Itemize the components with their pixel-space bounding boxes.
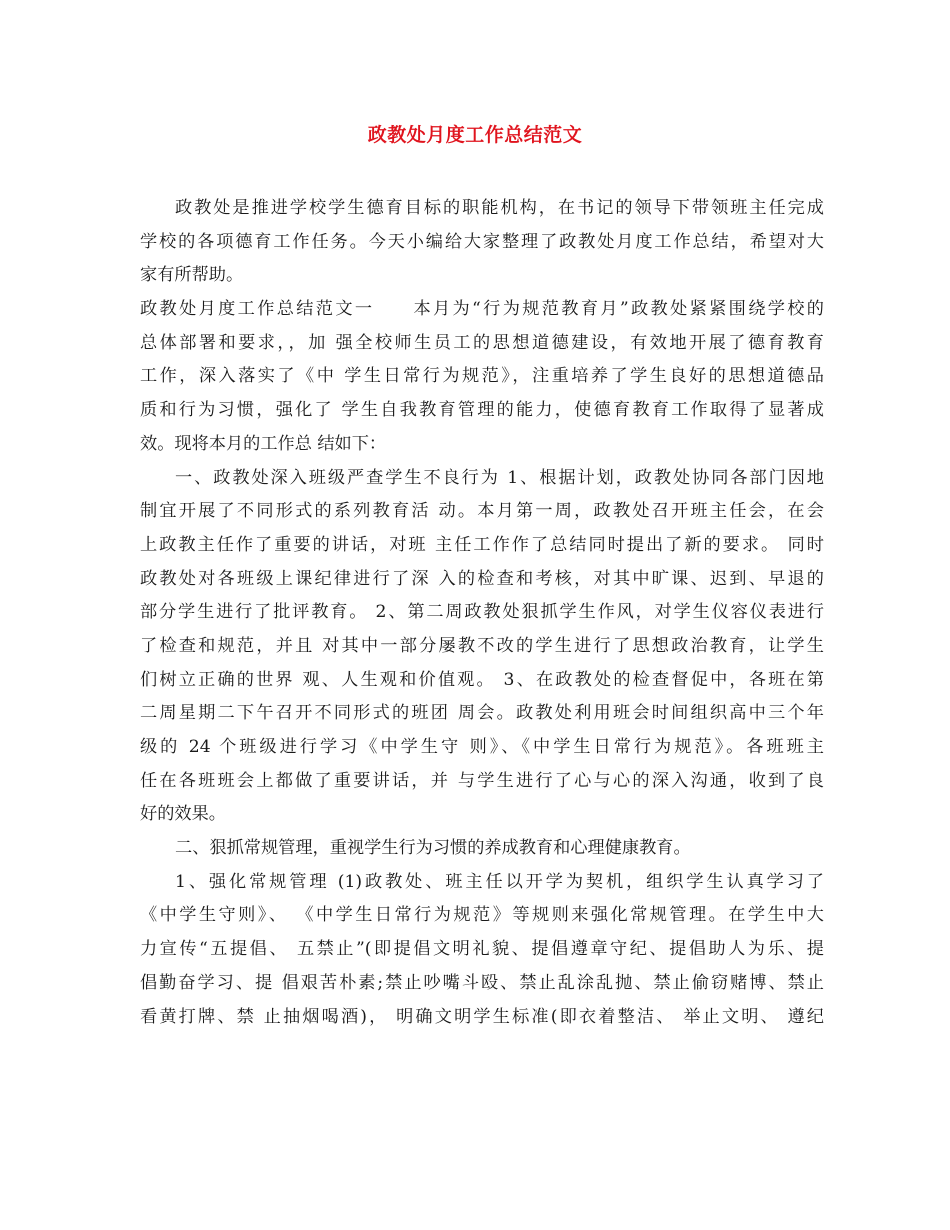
document-title: 政教处月度工作总结范文 <box>367 124 583 146</box>
text-line: 看黄打牌、禁 止抽烟喝酒)， 明确文明学生标准(即衣着整洁、 举止文明、 遵纪 <box>140 1006 824 1027</box>
text-line: 学校的各项德育工作任务。今天小编给大家整理了政教处月度工作总结，希望对大 <box>140 231 824 252</box>
text-line: 上政教主任作了重要的讲话，对班 主任工作作了总结同时提出了新的要求。 同时 <box>140 534 824 555</box>
text-line: 效。现将本月的工作总 结如下： <box>140 433 387 454</box>
text-line: 质和行为习惯，强化了 学生自我教育管理的能力，使德育教育工作取得了显著成 <box>140 400 824 421</box>
text-line: 任在各班班会上都做了重要讲话，并 与学生进行了心与心的深入沟通，收到了良 <box>140 770 824 791</box>
text-line: 工作，深入落实了《中 学生日常行为规范》，注重培养了学生良好的思想道德品 <box>140 366 824 387</box>
text-line: 政教处月度工作总结范文一 本月为“行为规范教育月”政教处紧紧围绕学校的 <box>140 299 824 320</box>
text-line: 制宜开展了不同形式的系列教育活 动。本月第一周，政教处召开班主任会，在会 <box>140 501 824 522</box>
text-line: 总体部署和要求，，加 强全校师生员工的思想道德建设，有效地开展了德育教育 <box>140 332 824 353</box>
text-line: 二、狠抓常规管理，重视学生行为习惯的养成教育和心理健康教育。 <box>175 838 691 859</box>
text-line: 二周星期二下午召开不同形式的班团 周会。政教处利用班会时间组织高中三个年 <box>140 703 824 724</box>
text-line: 倡勤奋学习、提 倡艰苦朴素;禁止吵嘴斗殴、禁止乱涂乱抛、禁止偷窃赌博、禁止 <box>140 972 824 993</box>
document-body <box>140 192 824 1034</box>
text-line: 力宣传“五提倡、 五禁止”(即提倡文明礼貌、提倡遵章守纪、提倡助人为乐、提 <box>140 939 824 960</box>
text-line: 政教处对各班级上课纪律进行了深 入的检查和考核，对其中旷课、迟到、早退的 <box>140 568 824 589</box>
text-line: 了检查和规范，并且 对其中一部分屡教不改的学生进行了思想政治教育，让学生 <box>140 635 824 656</box>
text-line: 好的效果。 <box>140 804 226 825</box>
text-line: 们树立正确的世界 观、人生观和价值观。 3、在政教处的检查督促中，各班在第 <box>140 669 824 690</box>
text-line: 《中学生守则》、 《中学生日常行为规范》等规则来强化常规管理。在学生中大 <box>140 905 824 926</box>
text-line: 部分学生进行了批评教育。 2、第二周政教处狠抓学生作风，对学生仪容仪表进行 <box>140 602 824 623</box>
text-line: 1、强化常规管理 (1)政教处、班主任以开学为契机，组织学生认真学习了 <box>175 871 824 892</box>
text-line: 一、政教处深入班级严查学生不良行为 1、根据计划，政教处协同各部门因地 <box>175 467 824 488</box>
text-line: 家有所帮助。 <box>140 265 244 286</box>
text-line: 级的 24 个班级进行学习《中学生守 则》、《中学生日常行为规范》。各班班主 <box>140 737 824 757</box>
text-line: 政教处是推进学校学生德育目标的职能机构，在书记的领导下带领班主任完成 <box>175 198 824 218</box>
